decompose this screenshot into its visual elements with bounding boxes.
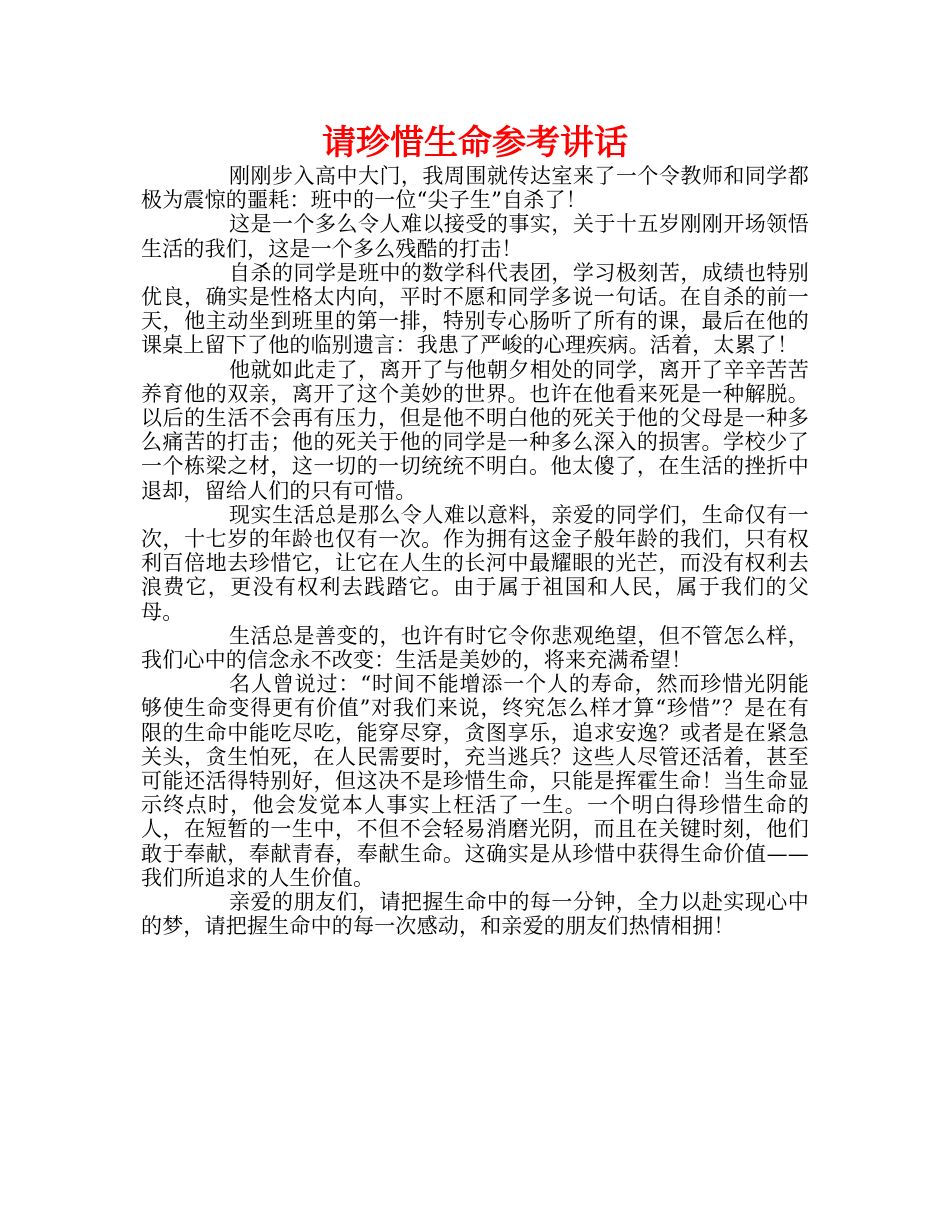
document-body	[141, 164, 809, 939]
document-title: 请珍惜生命参考讲话	[322, 123, 628, 163]
paragraph: 刚刚步入高中大门，我周围就传达室来了一个令教师和同学都极为震惊的噩耗：班中的一位“尖子生”自杀了！	[141, 164, 809, 213]
paragraph: 这是一个多么令人难以接受的事实，关于十五岁刚刚开场领悟生活的我们，这是一个多么残酷的打击！	[141, 212, 809, 261]
paragraph: 现实生活总是那么令人难以意料，亲爱的同学们，生命仅有一次，十七岁的年龄也仅有一次。作为拥有这金子般年龄的我们，只有权利百倍地去珍惜它，让它在人生的长河中最耀眼的光芒，而没有权利去浪费它，更没有权利去践踏它。由于属于祖国和人民，属于我们的父母。	[141, 502, 809, 624]
paragraph: 亲爱的朋友们，请把握生命中的每一分钟，全力以赴实现心中的梦，请把握生命中的每一次感动，和亲爱的朋友们热情相拥！	[141, 890, 809, 939]
paragraph: 生活总是善变的，也许有时它令你悲观绝望，但不管怎么样，我们心中的信念永不改变：生活是美妙的，将来充满希望！	[141, 623, 809, 673]
paragraph: 名人曾说过：“时间不能增添一个人的寿命，然而珍惜光阴能够使生命变得更有价值”对我们来说，终究怎么样才算“珍惜”？是在有限的生命中能吃尽吃，能穿尽穿，贪图享乐，追求安逸？或者是在紧急关头，贪生怕死，在人民需要时，充当逃兵？这些人尽管还活着，甚至可能还活得特别好，但这决不是珍惜生命，只能是挥霍生命！当生命显示终点时，他会发觉本人事实上枉活了一生。一个明白得珍惜生命的人，在短暂的一生中，不但不会轻易消磨光阴，而且在关键时刻，他们敢于奉献，奉献青春，奉献生命。这确实是从珍惜中获得生命价值——我们所追求的人生价值。	[141, 672, 809, 890]
paragraph: 他就如此走了，离开了与他朝夕相处的同学，离开了辛辛苦苦养育他的双亲，离开了这个美妙的世界。也许在他看来死是一种解脱。以后的生活不会再有压力，但是他不明白他的死关于他的父母是一种多么痛苦的打击；他的死关于他的同学是一种多么深入的损害。学校少了一个栋梁之材，这一切的一切统统不明白。他太傻了，在生活的挫折中退却，留给人们的只有可惜。	[141, 357, 809, 503]
paragraph: 自杀的同学是班中的数学科代表团，学习极刻苦，成绩也特别优良，确实是性格太内向，平时不愿和同学多说一句话。在自杀的前一天，他主动坐到班里的第一排，特别专心肠听了所有的课，最后在他的课桌上留下了他的临别遗言：我患了严峻的心理疾病。活着，太累了！	[141, 260, 809, 358]
